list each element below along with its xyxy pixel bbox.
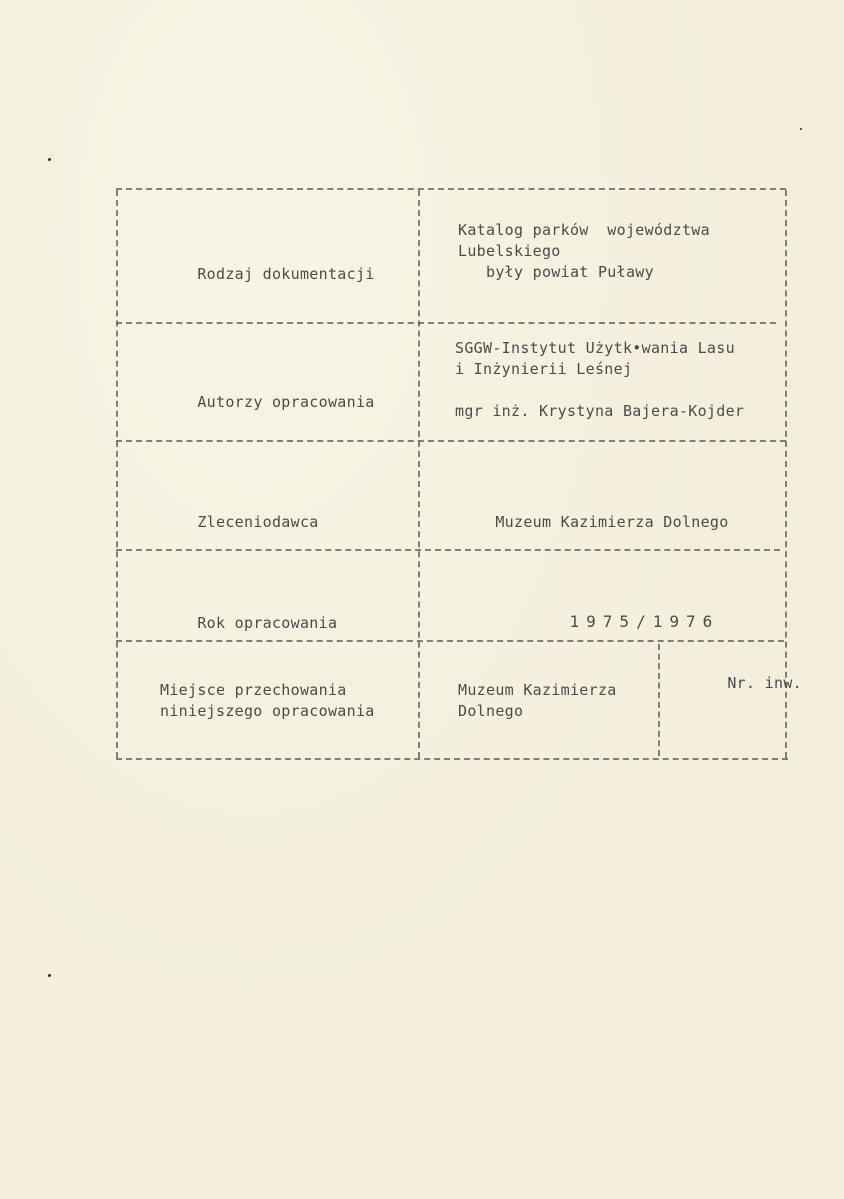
- table-row-divider: [116, 322, 776, 324]
- table-inner-divider: [658, 644, 660, 756]
- value-zleceniodawca: Muzeum Kazimierza Dolnego: [495, 513, 729, 531]
- label-rok-opracowania: Rok opracowania: [197, 614, 338, 632]
- margin-speck: [48, 974, 51, 977]
- table-border-top: [116, 188, 786, 190]
- margin-speck: [48, 158, 51, 161]
- table-row-divider: [116, 440, 786, 442]
- value-miejsce-przechowania: Muzeum Kazimierza Dolnego: [458, 681, 617, 720]
- table-column-divider: [418, 190, 420, 758]
- label-miejsce-przechowania: Miejsce przechowania niniejszego opracowania: [160, 681, 375, 720]
- value-rok-opracowania: 1975/1976: [569, 612, 720, 631]
- margin-speck: [800, 128, 802, 130]
- label-autorzy-opracowania: Autorzy opracowania: [197, 393, 375, 411]
- label-rodzaj-dokumentacji: Rodzaj dokumentacji: [197, 265, 375, 283]
- table-border-left: [116, 190, 118, 758]
- value-rodzaj-dokumentacji: Katalog parków województwa Lubelskiego były powiat Puławy: [458, 221, 710, 281]
- table-border-bottom: [116, 758, 788, 760]
- label-zleceniodawca: Zleceniodawca: [197, 513, 319, 531]
- label-nr-inw: Nr. inw.: [727, 674, 802, 692]
- value-autorzy-opracowania: SGGW-Instytut Użytk•wania Lasu i Inżynierii Leśnej mgr inż. Krystyna Bajera-Kojder: [455, 339, 745, 420]
